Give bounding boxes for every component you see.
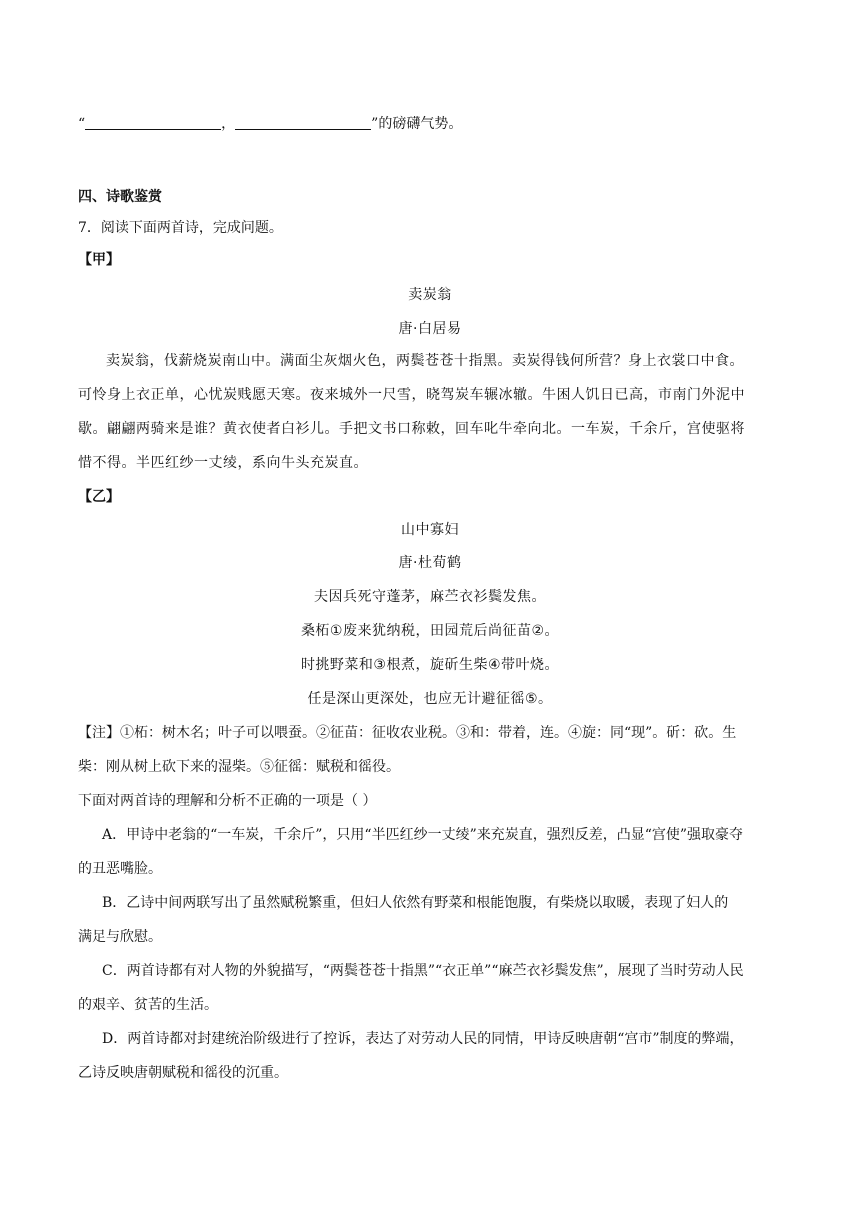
poem-b-line: 夫因兵死守蓬茅，麻苎衣衫鬓发焦。 <box>314 589 546 605</box>
poem-a-title: 卖炭翁 <box>408 287 452 303</box>
notes-line: 【注】①柘：树木名；叶子可以喂蚕。②征苗：征收农业税。③和：带着，连。④旋：同“现”。斫：砍。生 <box>78 725 737 741</box>
notes-line: 柴：刚从树上砍下来的湿柴。⑤征徭：赋税和徭役。 <box>78 759 400 775</box>
option-b-line: B．乙诗中间两联写出了虽然赋税繁重，但妇人依然有野菜和根能饱腹，有柴烧以取暖，表现了妇人的 <box>102 895 729 911</box>
poem-a-author: 唐·白居易 <box>398 321 462 337</box>
poem-b-line: 桑柘①废来犹纳税，田园荒后尚征苗②。 <box>300 623 560 639</box>
question-prompt: 7．阅读下面两首诗，完成问题。 <box>78 220 283 236</box>
blank-1 <box>85 115 221 130</box>
poem-a-line: 可怜身上衣正单，心忧炭贱愿天寒。夜来城外一尺雪，晓驾炭车辗冰辙。牛困人饥日已高，市南门外泥中 <box>78 387 745 403</box>
option-d-line: 乙诗反映唐朝赋税和徭役的沉重。 <box>78 1065 288 1081</box>
option-c-line: 的艰辛、贫苦的生活。 <box>78 997 218 1013</box>
poem-b-line: 任是深山更深处，也应无计避征徭⑤。 <box>307 691 553 707</box>
poem-a-line: 歇。翩翩两骑来是谁？黄衣使者白衫儿。手把文书口称敕，回车叱牛牵向北。一车炭，千余斤，宫使驱将 <box>78 421 745 437</box>
poem-a-line: 卖炭翁，伐薪烧炭南山中。满面尘灰烟火色，两鬓苍苍十指黑。卖炭得钱何所营？身上衣裳口中食。 <box>106 353 744 369</box>
option-a-line: 的丑恶嘴脸。 <box>78 861 162 877</box>
blank-tail: ”的磅礴气势。 <box>371 116 463 132</box>
poem-b-author: 唐·杜荀鹤 <box>398 555 462 571</box>
poem-b-line: 时挑野菜和③根煮，旋斫生柴④带叶烧。 <box>300 657 560 673</box>
comma: ， <box>221 116 236 132</box>
poem-a-line: 惜不得。半匹红纱一丈绫，系向牛头充炭直。 <box>78 455 368 471</box>
blank-2 <box>235 115 371 130</box>
poem-b-tag: 【乙】 <box>78 489 120 505</box>
option-a-line: A．甲诗中老翁的“一车炭，千余斤”，只用“半匹红纱一丈绫”来充炭直，强烈反差，凸显“宫使”强取豪夺 <box>102 827 744 843</box>
option-b-line: 满足与欣慰。 <box>78 929 162 945</box>
poem-b-title: 山中寡妇 <box>401 522 459 538</box>
open-quote: “ <box>78 116 86 132</box>
poem-a-tag: 【甲】 <box>78 252 120 268</box>
fill-blank-line <box>78 113 462 133</box>
section-title: 四、诗歌鉴赏 <box>78 189 162 205</box>
option-c-line: C．两首诗都有对人物的外貌描写，“两鬓苍苍十指黑”“衣正单”“麻苎衣衫鬓发焦”，展现了当时劳动人民 <box>102 963 744 979</box>
option-d-line: D．两首诗都对封建统治阶级进行了控诉，表达了对劳动人民的同情，甲诗反映唐朝“宫市”制度的弊端， <box>102 1031 744 1047</box>
question-stem: 下面对两首诗的理解和分析不正确的一项是（ ） <box>78 793 377 809</box>
